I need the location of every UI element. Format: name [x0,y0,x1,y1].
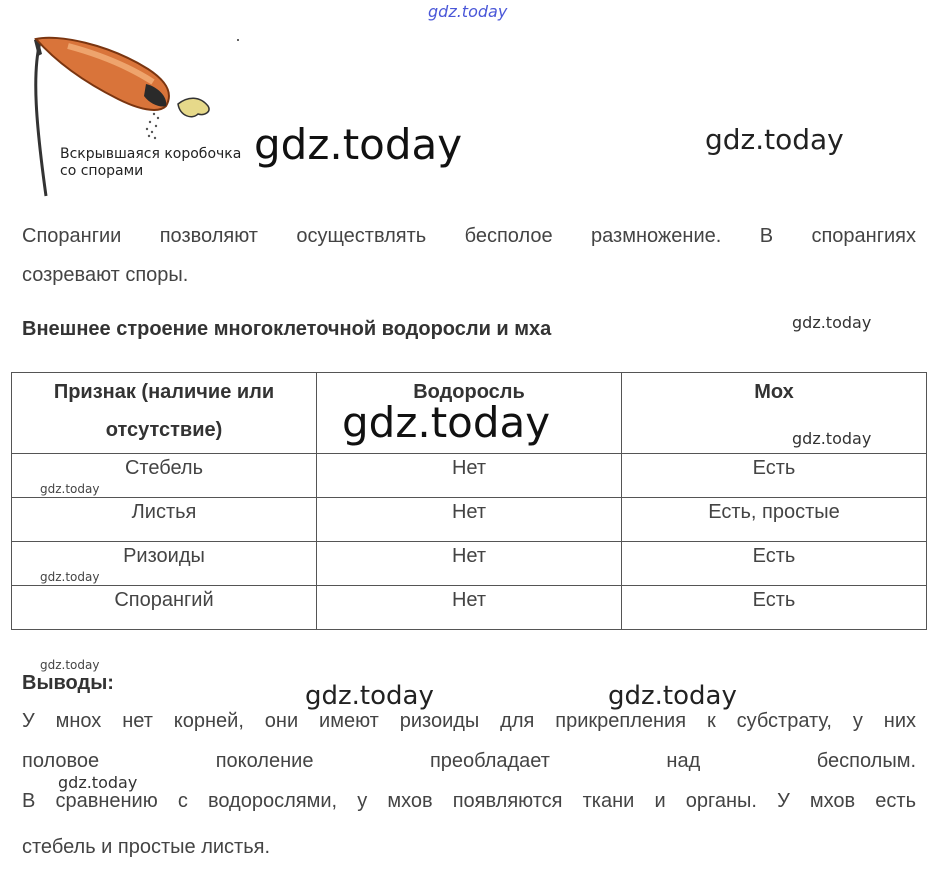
intro-line: созревают споры. [22,264,189,286]
header-moss: Мох [622,373,927,454]
table-cell: Нет [317,498,622,542]
table-row [12,498,927,542]
table-cell: Ризоиды [12,542,317,586]
table-cell: Есть [622,542,927,586]
table-cell: Листья [12,498,317,542]
watermark-large: gdz.today [254,120,463,169]
watermark-large: gdz.today [705,123,844,156]
table-cell: Есть [622,586,927,630]
table-row [12,586,927,630]
caption-line: Вскрывшаяся коробочка [60,146,242,162]
table-cell: Стебель [12,454,317,498]
watermark-tiny: gdz.today [40,482,100,496]
watermark-small: gdz.today [792,429,872,448]
table-cell: Нет [317,454,622,498]
table-cell: Есть [622,454,927,498]
watermark-medium: gdz.today [305,681,434,711]
figure-caption [60,146,241,180]
table-cell: Есть, простые [622,498,927,542]
watermark-large: gdz.today [342,398,551,447]
conclusion-line: половое поколение преобладает над бесполым. [22,750,916,772]
conclusions-title: Выводы: [22,672,114,694]
table-cell: Нет [317,542,622,586]
table-row [12,542,927,586]
conclusion-line: стебель и простые листья. [22,836,270,858]
section-heading: Внешнее строение многоклеточной водоросли и мха [22,318,552,340]
watermark-small: gdz.today [792,313,872,332]
conclusion-line: В сравнению с водорослями, у мхов появляются ткани и органы. У мхов есть [22,790,916,812]
watermark-tiny: gdz.today [40,658,100,672]
conclusion-line: У мнох нет корней, они имеют ризоиды для прикрепления к субстрату, у них [22,710,916,732]
header-algae: Водоросль [317,373,622,454]
table-cell: Спорангий [12,586,317,630]
table-row [12,454,927,498]
header-feature: Признак (наличие или отсутствие) [12,373,317,454]
watermark-tiny: gdz.today [40,570,100,584]
watermark-small: gdz.today [58,773,138,792]
caption-line: со спорами [60,163,144,179]
watermark-top: gdz.today [428,2,508,21]
watermark-medium: gdz.today [608,681,737,711]
intro-line: Спорангии позволяют осуществлять бесполое размножение. В спорангиях [22,225,916,247]
table-cell: Нет [317,586,622,630]
